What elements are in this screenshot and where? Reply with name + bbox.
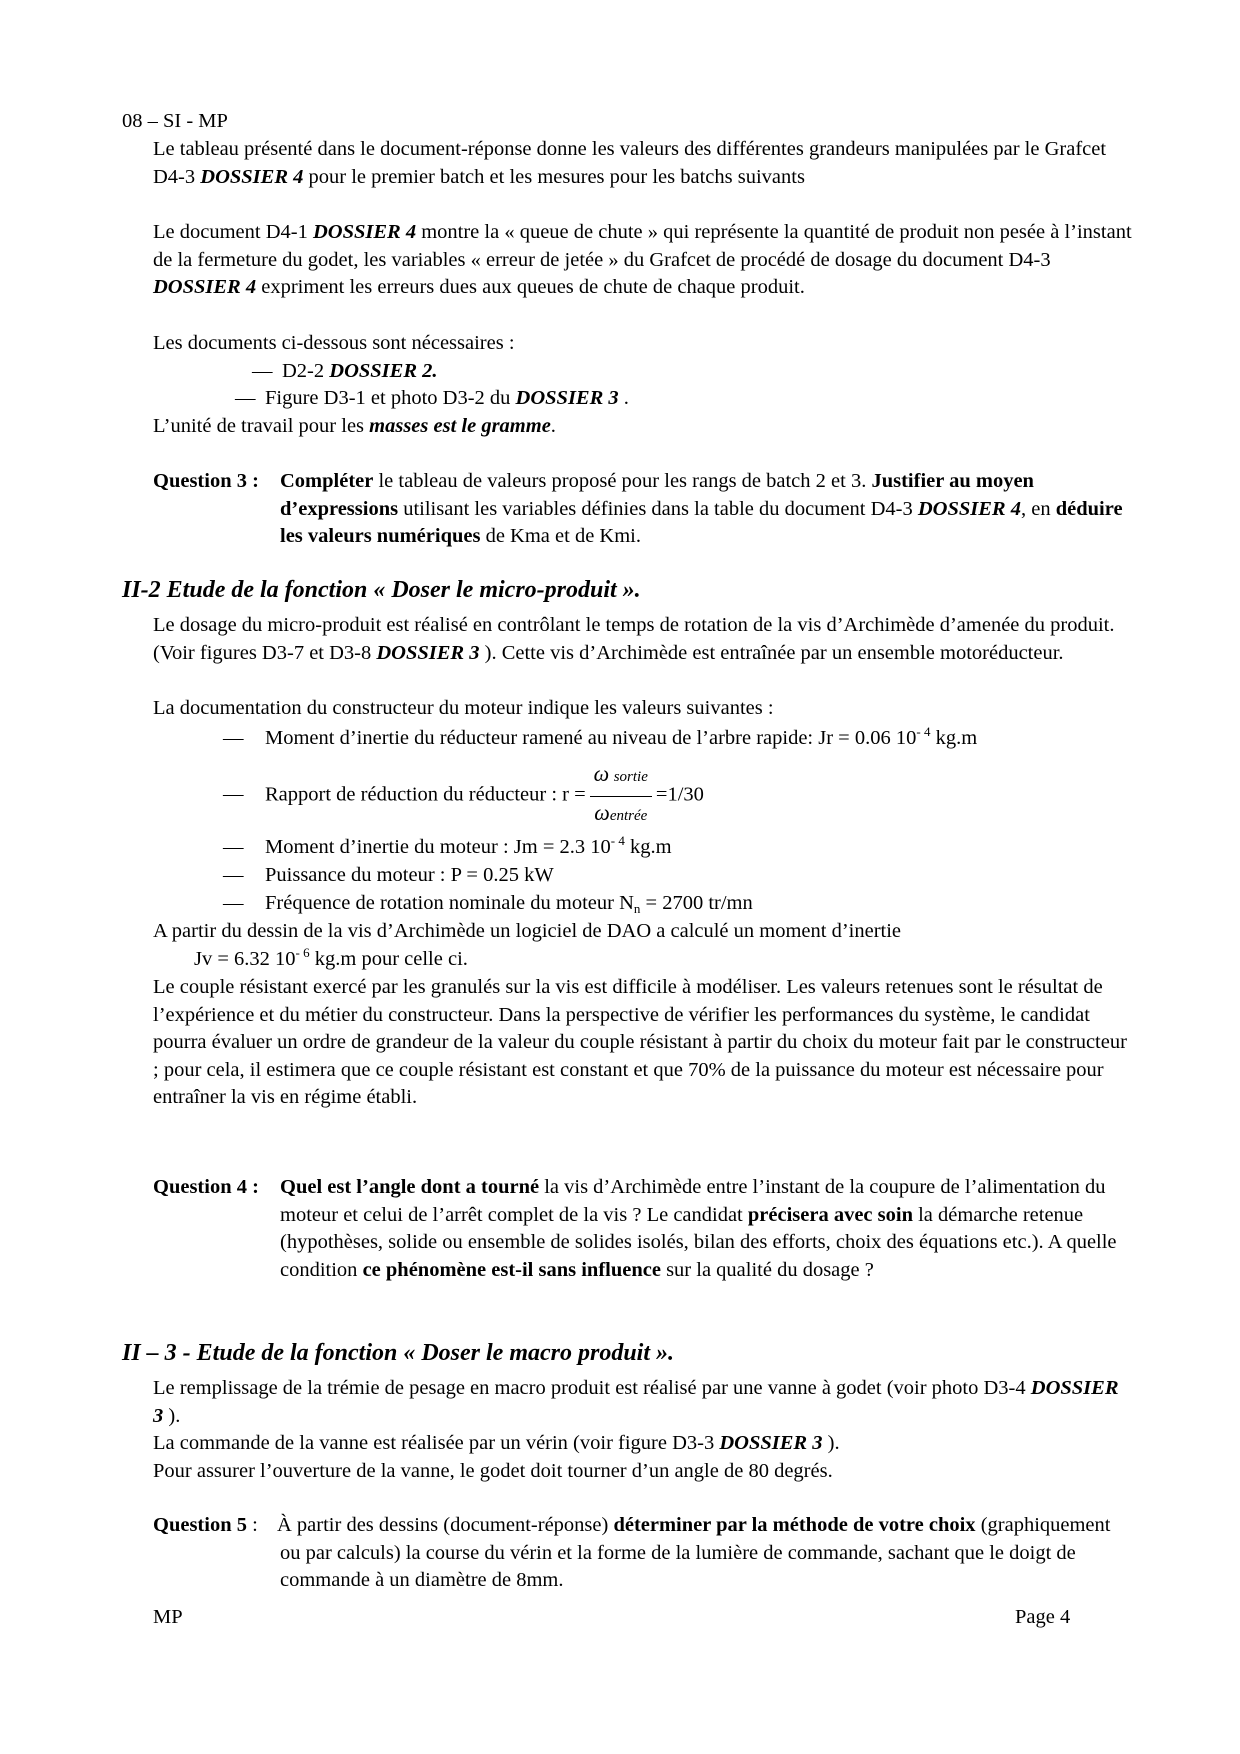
exponent: - 6 <box>295 945 310 960</box>
s2-p1-text-b: ). Cette vis d’Archimède est entraînée par un ensemble motoréducteur. <box>479 641 1064 664</box>
s3-p2-text-b: ). <box>822 1432 840 1454</box>
q4-text: la vis d’Archimède entre l’instant de la coupure de l’alimentation du moteur et celui de l’arrêt complet de la vis ? Le candidat <box>280 1176 1106 1226</box>
list-item-text: Moment d’inertie du moteur : Jm = 2.3 10 <box>265 836 611 858</box>
q3-emphasis: déduire les valeurs numériques <box>280 497 1123 548</box>
s2-paragraph-3: A partir du dessin de la vis d’Archimède un logiciel de DAO a calculé un moment d’inertie <box>153 920 902 942</box>
dossier-ref: DOSSIER 4 <box>153 276 257 299</box>
footer-left: MP <box>153 1606 183 1628</box>
list-item <box>223 862 554 890</box>
q4-text: sur la qualité du dosage ? <box>660 1258 874 1281</box>
omega-symbol: ω <box>593 761 610 786</box>
q3-text: utilisant les variables définies dans la table du document D4-3 <box>398 497 918 520</box>
s3-p1-text-b: ). <box>163 1404 181 1427</box>
exponent: - 4 <box>916 724 931 739</box>
q4-emphasis: Quel est l’angle dont a tourné <box>280 1176 540 1198</box>
intro-paragraph-3: Les documents ci-dessous sont nécessaires : <box>153 332 515 354</box>
exponent: - 4 <box>610 833 625 848</box>
dash: — <box>252 360 273 382</box>
unit-text-a: L’unité de travail pour les <box>153 415 370 437</box>
q3-emphasis: Justifier au moyen d’expressions <box>280 470 1034 520</box>
dossier-ref: DOSSIER 3 <box>376 641 480 664</box>
dossier-ref: DOSSIER 4 <box>917 497 1021 520</box>
q3-text: le tableau de valeurs proposé pour les rangs de batch 2 et 3. <box>373 470 872 492</box>
numerator-label: sortie <box>613 769 648 785</box>
intro-p1-text-b: pour le premier batch et les mesures pour les batchs suivants <box>303 165 805 188</box>
s3-paragraph-1 <box>153 1375 1133 1430</box>
dash: — <box>235 387 256 409</box>
s3-paragraph-3: Pour assurer l’ouverture de la vanne, le godet doit tourner d’un angle de 80 degrés. <box>153 1460 833 1482</box>
q3-text: , en <box>1021 497 1056 520</box>
intro-paragraph-1 <box>153 136 1133 191</box>
q5-text: À partir des dessins (document-réponse) <box>277 1514 614 1536</box>
jv-value-line <box>194 946 468 974</box>
unit-statement <box>153 413 1133 441</box>
question-4-label: Question 4 : <box>153 1176 259 1198</box>
dash: — <box>223 864 244 886</box>
fraction-denominator <box>590 797 652 831</box>
dossier-ref: DOSSIER 3 <box>719 1432 823 1454</box>
s2-paragraph-1 <box>153 612 1133 667</box>
dash: — <box>223 727 244 749</box>
list-item-text: Puissance du moteur : P = 0.25 kW <box>265 864 554 886</box>
question-5-label <box>153 1512 258 1540</box>
list-item-text: D2-2 <box>282 360 330 382</box>
question-4-text <box>280 1174 1130 1284</box>
question-3-label: Question 3 : <box>153 470 259 492</box>
list-item-suffix: =1/30 <box>655 783 704 806</box>
intro-p2-text-b: montre la « queue de chute » qui représente la quantité de produit non pesée à l’instant de la fermeture du godet, les variables « erreur de jetée » du Grafcet de procédé de dosage du document D4-3 <box>153 221 1132 271</box>
q5-text: (graphiquement ou par calculs) la course du vérin et la forme de la lumière de commande, sachant que le doigt de commande à un diamètre de 8mm. <box>280 1514 1111 1592</box>
q5-emphasis: déterminer par la méthode de votre choix <box>613 1514 976 1536</box>
unit-text-c: . <box>550 415 556 437</box>
question-5-text <box>277 1512 1130 1595</box>
dossier-ref: DOSSIER 2 <box>329 360 433 382</box>
jv-text-b: kg.m pour celle ci. <box>309 948 468 970</box>
intro-p1-text-a: Le tableau présenté dans le document-réponse donne les valeurs des différentes grandeurs manipulées par le Grafcet D4-3 <box>153 138 1107 188</box>
list-item <box>223 890 753 918</box>
unit-text-emphasis: masses est le gramme <box>369 415 551 437</box>
page-number: Page 4 <box>1015 1606 1071 1628</box>
q5-label-text: Question 5 <box>153 1514 247 1536</box>
s3-p1-text-a: Le remplissage de la trémie de pesage en macro produit est réalisé par une vanne à godet (voir photo D3-4 <box>153 1377 1031 1399</box>
list-item-suffix: . <box>432 360 438 382</box>
dash: — <box>223 892 244 914</box>
denominator-label: entrée <box>609 807 648 824</box>
list-item-text: Moment d’inertie du réducteur ramené au niveau de l’arbre rapide: Jr = 0.06 10 <box>265 727 917 749</box>
list-item <box>223 760 704 830</box>
question-3-text <box>280 468 1130 551</box>
dossier-ref: DOSSIER 4 <box>200 165 304 188</box>
s3-p2-text-a: La commande de la vanne est réalisée par un vérin (voir figure D3-3 <box>153 1432 720 1454</box>
s2-paragraph-4: Le couple résistant exercé par les granulés sur la vis est difficile à modéliser. Les valeurs retenues sont le résultat de l’expérience et du métier du constructeur. Dans la perspective de vérifier les performances du système, le candidat pourra évaluer un ordre de grandeur de la valeur du couple résistant à partir du choix du moteur fait par le constructeur ; pour cela, il estimera que ce couple résistant est constant et que 70% de la puissance du moteur est nécessaire pour entraîner la vis en régime établi. <box>153 976 1127 1109</box>
section-title-ii-3: II – 3 - Etude de la fonction « Doser le macro produit ». <box>122 1340 675 1366</box>
page-header: 08 – SI - MP <box>122 110 228 132</box>
list-item-suffix: kg.m <box>624 836 672 858</box>
jv-text-a: Jv = 6.32 10 <box>194 948 296 970</box>
list-item <box>223 725 977 753</box>
q3-emphasis: Compléter <box>280 470 374 492</box>
omega-symbol: ω <box>594 799 610 825</box>
s2-p1-text-a: Le dosage du micro-produit est réalisé en contrôlant le temps de rotation de la vis d’Archimède d’amenée du produit. (Voir figures D3-7 et D3-8 <box>153 614 1115 664</box>
list-item <box>252 358 438 386</box>
list-item-suffix: kg.m <box>930 727 978 749</box>
q4-emphasis: précisera avec soin <box>747 1203 913 1226</box>
q4-text: la démarche retenue (hypothèses, solide ou ensemble de solides isolés, bilan des efforts, choix des équations etc.). A quelle condition <box>280 1203 1117 1281</box>
list-item <box>235 385 629 413</box>
intro-paragraph-2 <box>153 219 1133 302</box>
list-item <box>223 834 672 862</box>
dossier-ref: DOSSIER 3 <box>515 387 619 409</box>
dash: — <box>223 783 244 806</box>
s3-paragraph-2 <box>153 1430 1133 1458</box>
intro-p2-text-c: expriment les erreurs dues aux queues de chute de chaque produit. <box>256 276 805 299</box>
q5-label-colon: : <box>246 1514 258 1536</box>
s2-paragraph-2: La documentation du constructeur du moteur indique les valeurs suivantes : <box>153 697 774 719</box>
q3-text: de Kma et de Kmi. <box>480 525 641 548</box>
section-title-ii-2: II-2 Etude de la fonction « Doser le micro-produit ». <box>122 577 641 603</box>
list-item-suffix: = 2700 tr/mn <box>640 892 753 914</box>
list-item-text: Figure D3-1 et photo D3-2 du <box>265 387 516 409</box>
fraction-numerator <box>590 760 652 797</box>
list-item-text: Fréquence de rotation nominale du moteur N <box>265 892 634 914</box>
intro-p2-text-a: Le document D4-1 <box>153 221 313 243</box>
subscript: n <box>633 901 641 916</box>
dossier-ref: DOSSIER 3 <box>153 1377 1119 1427</box>
reduction-ratio-fraction <box>590 760 652 830</box>
dash: — <box>223 836 244 858</box>
list-item-suffix: . <box>618 387 629 409</box>
list-item-text: Rapport de réduction du réducteur : r = <box>265 783 586 806</box>
q4-emphasis: ce phénomène est-il sans influence <box>362 1258 661 1281</box>
dossier-ref: DOSSIER 4 <box>312 221 417 243</box>
